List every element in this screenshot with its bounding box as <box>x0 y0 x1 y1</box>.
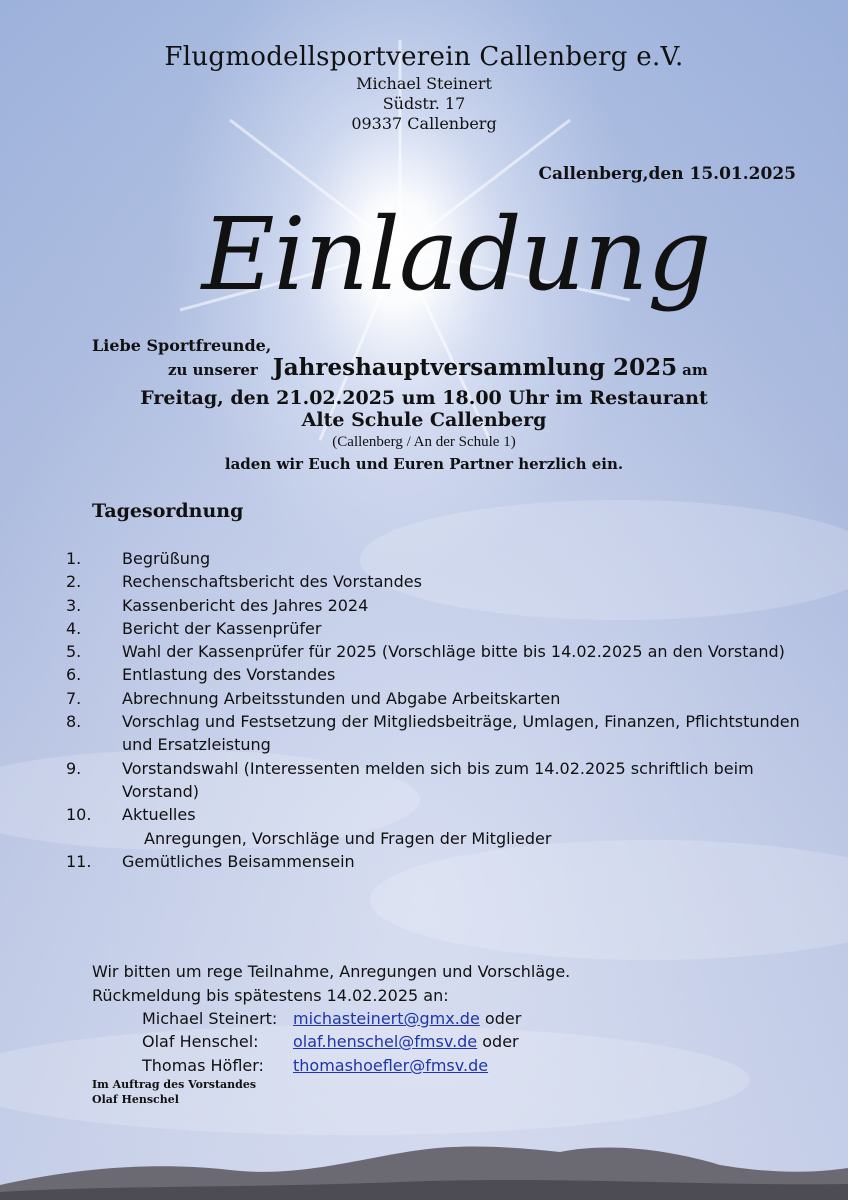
contact-suffix: oder <box>482 1032 519 1051</box>
agenda-item: 7. Abrechnung Arbeitsstunden und Abgabe Arbeitskarten <box>66 688 561 708</box>
agenda-title: Tagesordnung <box>92 500 244 522</box>
email-link[interactable]: thomashoefler@fmsv.de <box>293 1056 489 1075</box>
event-suffix: am <box>682 361 708 379</box>
agenda-item: 10. Aktuelles <box>66 805 196 825</box>
agenda-item: 4. Bericht der Kassenprüfer <box>66 618 322 638</box>
address-city: 09337 Callenberg <box>351 114 497 133</box>
event-prefix: zu unserer <box>168 361 258 379</box>
organization-name: Flugmodellsportverein Callenberg e.V. <box>164 42 684 72</box>
agenda-item: 5. Wahl der Kassenprüfer für 2025 (Vorschläge bitte bis 14.02.2025 an den Vorstand) <box>66 642 785 662</box>
event-venue: Alte Schule Callenberg <box>301 409 547 431</box>
contact-name: Olaf Henschel: <box>142 1032 259 1051</box>
agenda-item: 2. Rechenschaftsbericht des Vorstandes <box>66 572 422 592</box>
event-title: Jahreshauptversammlung 2025 <box>272 354 678 381</box>
contact-email-row <box>293 1032 519 1051</box>
agenda-item: 3. Kassenbericht des Jahres 2024 <box>66 595 369 615</box>
agenda-item: 11. Gemütliches Beisammensein <box>66 851 355 871</box>
headline: Einladung <box>201 196 711 313</box>
date-line: Callenberg,den 15.01.2025 <box>538 164 796 184</box>
reply-deadline: Rückmeldung bis spätestens 14.02.2025 an: <box>92 986 449 1005</box>
agenda-list <box>0 547 848 873</box>
agenda-item: 8. Vorschlag und Festsetzung der Mitgliedsbeiträge, Umlagen, Finanzen, Pflichtstunden und Ersatzleistung <box>66 712 800 755</box>
agenda-item: 9. Vorstandswahl (Interessenten melden sich bis zum 14.02.2025 schriftlich beim Vorstand) <box>66 758 754 801</box>
address-name: Michael Steinert <box>356 74 492 93</box>
email-link[interactable]: olaf.henschel@fmsv.de <box>293 1032 478 1051</box>
contact-suffix: oder <box>484 1009 522 1028</box>
greeting: Liebe Sportfreunde, <box>92 336 272 355</box>
agenda-item: 6. Entlastung des Vorstandes <box>66 665 336 685</box>
signature-name: Olaf Henschel <box>92 1093 179 1106</box>
contact-email-row <box>293 1056 488 1075</box>
event-venue-address: (Callenberg / An der Schule 1) <box>332 434 516 450</box>
contact-name: Thomas Höfler: <box>142 1056 264 1075</box>
signature-line-1: Im Auftrag des Vorstandes <box>92 1078 257 1091</box>
invitation-closing: laden wir Euch und Euren Partner herzlich ein. <box>224 455 624 473</box>
contact-email-row <box>293 1009 521 1028</box>
participation-request: Wir bitten um rege Teilnahme, Anregungen und Vorschläge. <box>92 962 571 981</box>
address-street: Südstr. 17 <box>382 94 466 113</box>
agenda-item: 1. Begrüßung <box>66 549 211 568</box>
agenda-subitem: Anregungen, Vorschläge und Fragen der Mitglieder <box>144 828 552 848</box>
event-line <box>168 354 708 381</box>
event-when: Freitag, den 21.02.2025 um 18.00 Uhr im Restaurant <box>140 387 708 409</box>
contact-name: Michael Steinert: <box>142 1009 278 1028</box>
email-link[interactable]: michasteinert@gmx.de <box>293 1009 480 1028</box>
